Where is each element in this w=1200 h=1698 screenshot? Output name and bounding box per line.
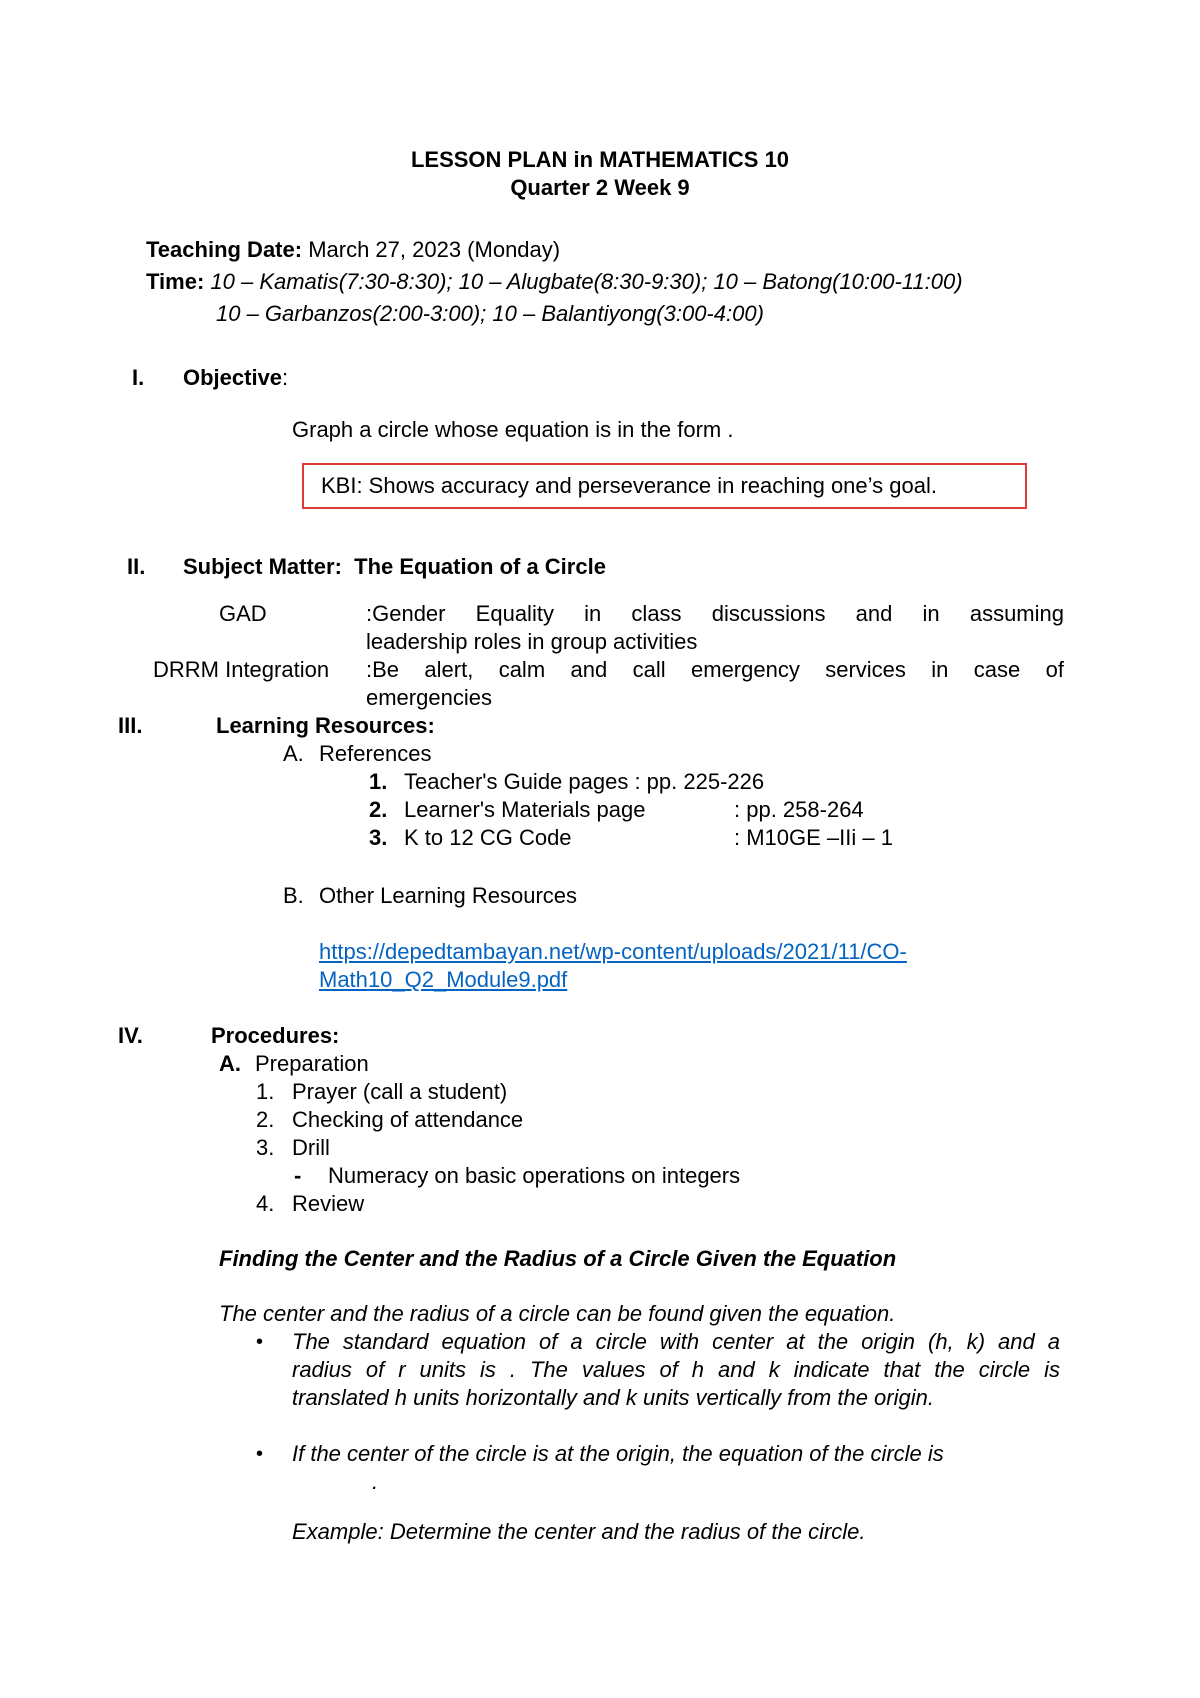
bullet-2-line-2: . <box>372 1469 379 1494</box>
drill-dash: - <box>294 1163 302 1188</box>
step-1-label: Prayer (call a student) <box>292 1079 508 1104</box>
bullet-2-icon: • <box>256 1443 264 1465</box>
ref-1-label: Teacher's Guide pages : pp. 225-226 <box>404 769 765 794</box>
ref-3-num: 3. <box>369 825 388 850</box>
preparation-marker: A. <box>219 1051 241 1076</box>
ref-2-num: 2. <box>369 797 388 822</box>
references-marker: A. <box>283 741 304 766</box>
step-3-label: Drill <box>292 1135 330 1160</box>
time-schedule-2: 10 – Garbanzos(2:00-3:00); 10 – Balantiyong(3:00-4:00) <box>216 301 764 326</box>
step-4-label: Review <box>292 1191 365 1216</box>
topic-heading: Finding the Center and the Radius of a Circle Given the Equation <box>219 1246 897 1271</box>
procedures-heading: Procedures: <box>211 1023 340 1048</box>
drrm-text-2: emergencies <box>366 685 492 710</box>
intro-text: The center and the radius of a circle can be found given the equation. <box>219 1301 896 1326</box>
preparation-label: Preparation <box>255 1051 369 1076</box>
teaching-date-label: Teaching Date <box>146 237 295 262</box>
step-2-label: Checking of attendance <box>292 1107 524 1132</box>
teaching-date-line <box>146 236 560 264</box>
section-4-numeral: IV. <box>118 1023 143 1048</box>
ref-3-value: : M10GE –IIi – 1 <box>734 825 893 850</box>
document-subtitle: Quarter 2 Week 9 <box>510 175 690 200</box>
kbi-box <box>302 463 1027 509</box>
references-label: References <box>319 741 432 766</box>
section-1-heading <box>183 364 288 392</box>
other-resources-marker: B. <box>283 883 304 908</box>
gad-text-2: leadership roles in group activities <box>366 629 698 654</box>
module-link-line-2[interactable]: Math10_Q2_Module9.pdf <box>319 967 568 992</box>
teaching-date-colon: : <box>294 237 303 262</box>
ref-2-value: : pp. 258-264 <box>734 797 864 822</box>
bullet-1-line-2: radius of r units is . The values of h and k indicate that the circle is <box>292 1357 1060 1382</box>
time-label: Time <box>146 269 197 294</box>
drrm-text-1: :Be alert, calm and call emergency services in case of <box>366 657 1064 682</box>
example-text: Example: Determine the center and the radius of the circle. <box>292 1519 866 1544</box>
bullet-2-line-1: If the center of the circle is at the origin, the equation of the circle is <box>292 1441 944 1466</box>
other-resources-label: Other Learning Resources <box>319 883 578 908</box>
module-link-line-1[interactable]: https://depedtambayan.net/wp-content/uploads/2021/11/CO- <box>319 939 907 964</box>
drrm-label: DRRM Integration <box>153 657 330 682</box>
teaching-date-value: March 27, 2023 (Monday) <box>302 237 561 262</box>
bullet-1-icon: • <box>256 1331 264 1353</box>
step-1-num: 1. <box>256 1079 275 1104</box>
bullet-1-line-1: The standard equation of a circle with center at the origin (h, k) and a <box>292 1329 1060 1354</box>
time-line-1 <box>146 268 963 296</box>
kbi-text: KBI: Shows accuracy and perseverance in reaching one’s goal. <box>321 473 937 498</box>
section-3-numeral: III. <box>118 713 143 738</box>
step-3-num: 3. <box>256 1135 275 1160</box>
objective-heading: Objective <box>183 365 283 390</box>
drill-item: Numeracy on basic operations on integers <box>328 1163 741 1188</box>
section-1-numeral: I. <box>132 365 145 390</box>
section-2-numeral: II. <box>127 554 146 579</box>
time-colon: : <box>196 269 205 294</box>
step-2-num: 2. <box>256 1107 275 1132</box>
objective-text: Graph a circle whose equation is in the form . <box>292 417 734 442</box>
bullet-1-line-3: translated h units horizontally and k units vertically from the origin. <box>292 1385 934 1410</box>
objective-colon: : <box>282 365 289 390</box>
ref-3-label: K to 12 CG Code <box>404 825 572 850</box>
gad-label: GAD <box>219 601 267 626</box>
step-4-num: 4. <box>256 1191 275 1216</box>
document-title: LESSON PLAN in MATHEMATICS 10 <box>410 147 790 172</box>
ref-2-label: Learner's Materials page <box>404 797 646 822</box>
time-schedule-1: 10 – Kamatis(7:30-8:30); 10 – Alugbate(8:30-9:30); 10 – Batong(10:00-11:00) <box>204 269 963 294</box>
learning-resources-heading: Learning Resources: <box>216 713 435 738</box>
subject-matter-heading: Subject Matter: The Equation of a Circle <box>183 554 606 579</box>
ref-1-num: 1. <box>369 769 388 794</box>
gad-text-1: :Gender Equality in class discussions and in assuming <box>366 601 1064 626</box>
